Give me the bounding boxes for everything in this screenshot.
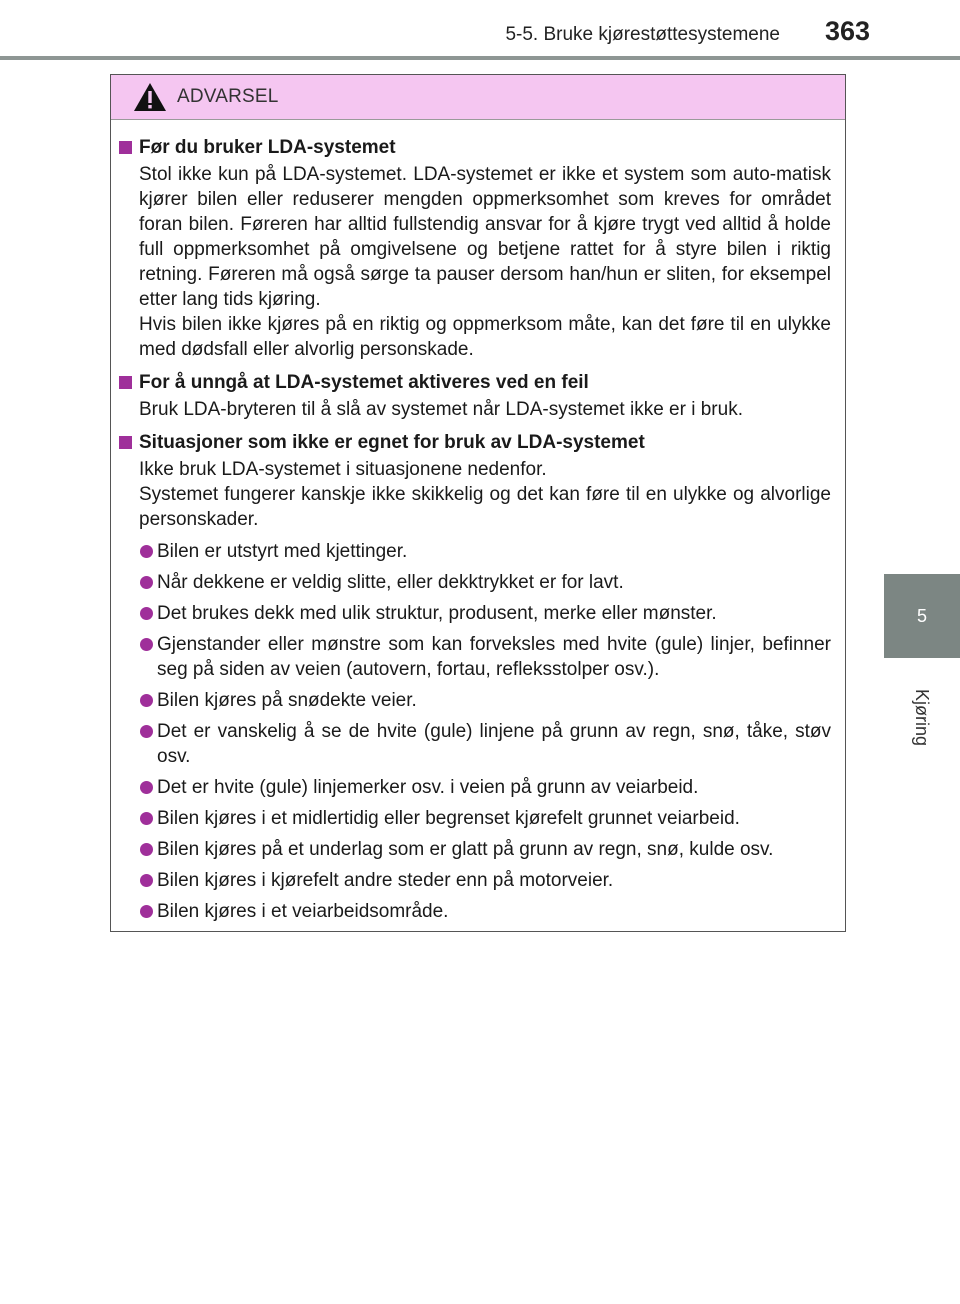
round-bullet-icon xyxy=(140,725,153,738)
warning-section xyxy=(119,430,831,924)
warning-label: ADVARSEL xyxy=(177,86,279,107)
list-item xyxy=(119,899,831,924)
section-title-text: Før du bruker LDA-systemet xyxy=(139,137,396,158)
page-number: 363 xyxy=(825,16,871,46)
list-item xyxy=(119,632,831,682)
list-item xyxy=(119,837,831,862)
warning-box xyxy=(110,74,846,932)
round-bullet-icon xyxy=(140,874,153,887)
round-bullet-icon xyxy=(140,607,153,620)
list-item-text: Bilen kjøres på et underlag som er glatt på grunn av regn, snø, kulde osv. xyxy=(157,839,774,860)
round-bullet-icon xyxy=(140,576,153,589)
round-bullet-icon xyxy=(140,843,153,856)
list-item-text: Bilen kjøres i kjørefelt andre steder enn på motorveier. xyxy=(157,870,614,891)
list-item-text: Når dekkene er veldig slitte, eller dekktrykket er for lavt. xyxy=(157,572,624,593)
list-item xyxy=(119,601,831,626)
list-item-text: Bilen kjøres på snødekte veier. xyxy=(157,690,417,711)
section-paragraph: Hvis bilen ikke kjøres på en riktig og oppmerksom måte, kan det føre til en ulykke med dødsfall eller alvorlig personskade. xyxy=(139,314,831,360)
square-bullet-icon xyxy=(119,436,132,449)
section-title xyxy=(119,370,831,395)
round-bullet-icon xyxy=(140,638,153,651)
list-item xyxy=(119,806,831,831)
list-item-text: Det er vanskelig å se de hvite (gule) linjene på grunn av regn, snø, tåke, støv osv. xyxy=(157,721,831,767)
header-rule xyxy=(0,56,960,60)
section-paragraph: Stol ikke kun på LDA-systemet. LDA-systemet er ikke et system som auto-matisk kjører bilen eller reduserer mengden oppmerksomhet som kreves for området foran bilen. Føreren har alltid fullstendig ansvar for å kjøre trygt ved alltid å holde full oppmerksomhet på omgivelsene og betjene rattet for å styre bilen i riktig retning. Føreren må også sørge ta pauser dersom han/hun er sliten, for eksempel etter lang tids kjøring. xyxy=(139,164,831,310)
section-paragraph: Ikke bruk LDA-systemet i situasjonene nedenfor. xyxy=(139,459,547,480)
header-section-title: 5-5. Bruke kjørestøttesystemene xyxy=(505,24,780,45)
section-title xyxy=(119,430,831,455)
section-paragraph: Bruk LDA-bryteren til å slå av systemet når LDA-systemet ikke er i bruk. xyxy=(139,399,743,420)
section-title xyxy=(119,135,831,160)
round-bullet-icon xyxy=(140,694,153,707)
list-item xyxy=(119,719,831,769)
square-bullet-icon xyxy=(119,376,132,389)
bullet-list xyxy=(119,539,831,924)
warning-section xyxy=(119,370,831,422)
list-item-text: Gjenstander eller mønstre som kan forveksles med hvite (gule) linjer, befinner seg på siden av veien (autovern, fortau, refleksstolper osv.). xyxy=(157,634,831,680)
round-bullet-icon xyxy=(140,905,153,918)
list-item-text: Bilen er utstyrt med kjettinger. xyxy=(157,541,408,562)
section-title-text: For å unngå at LDA-systemet aktiveres ved en feil xyxy=(139,372,589,393)
section-paragraph: Systemet fungerer kanskje ikke skikkelig og det kan føre til en ulykke og alvorlige personskader. xyxy=(139,484,831,530)
warning-section xyxy=(119,135,831,362)
warning-body xyxy=(111,120,845,924)
chapter-number: 5 xyxy=(916,605,927,626)
list-item xyxy=(119,688,831,713)
list-item xyxy=(119,539,831,564)
list-item-text: Bilen kjøres i et midlertidig eller begrenset kjørefelt grunnet veiarbeid. xyxy=(157,808,740,829)
round-bullet-icon xyxy=(140,781,153,794)
list-item-text: Bilen kjøres i et veiarbeidsområde. xyxy=(157,901,449,922)
round-bullet-icon xyxy=(140,545,153,558)
list-item xyxy=(119,775,831,800)
list-item xyxy=(119,868,831,893)
chapter-label-box xyxy=(884,672,960,762)
list-item xyxy=(119,570,831,595)
chapter-label: Kjøring xyxy=(912,688,933,746)
round-bullet-icon xyxy=(140,812,153,825)
section-title-text: Situasjoner som ikke er egnet for bruk av LDA-systemet xyxy=(139,432,645,453)
list-item-text: Det er hvite (gule) linjemerker osv. i veien på grunn av veiarbeid. xyxy=(157,777,699,798)
warning-header xyxy=(111,75,845,120)
chapter-tab xyxy=(884,574,960,658)
square-bullet-icon xyxy=(119,141,132,154)
list-item-text: Det brukes dekk med ulik struktur, produsent, merke eller mønster. xyxy=(157,603,717,624)
warning-triangle-icon xyxy=(133,82,167,112)
